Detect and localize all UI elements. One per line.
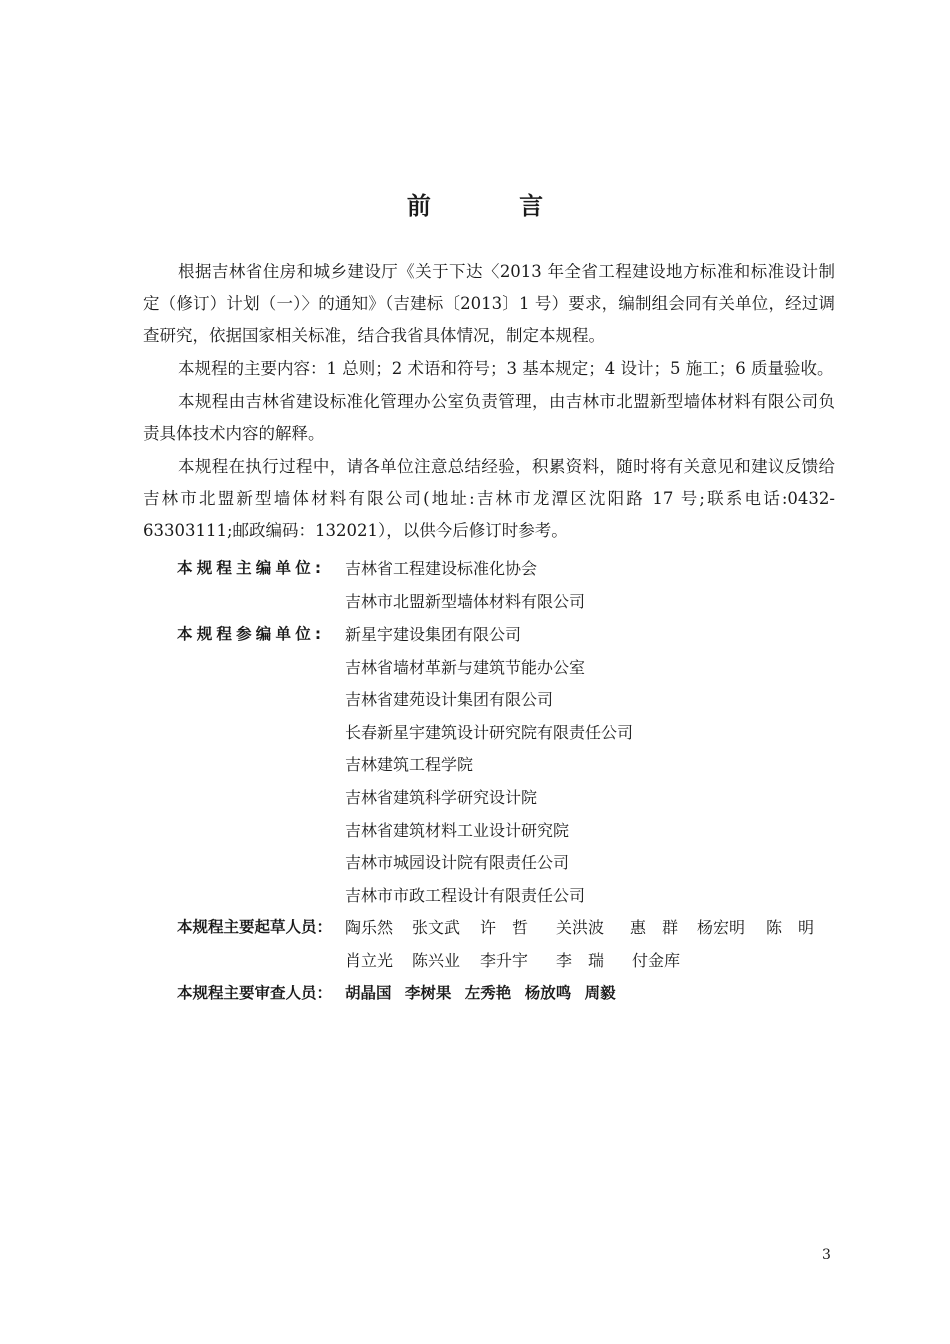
participating-unit: 吉林建筑工程学院 [345,755,474,774]
drafter-name: 杨宏明 [697,918,746,937]
drafter-name: 陈兴业 [412,951,461,970]
participating-units-label: 本规程参编单位: [177,625,326,643]
participating-unit: 吉林省建筑科学研究设计院 [345,788,538,807]
preface-paragraph-basis: 根据吉林省住房和城乡建设厅《关于下达〈2013 年全省工程建设地方标准和标准设计制定（修订）计划（一）〉的通知》（吉建标〔2013〕1 号）要求，编制组会同有关单位，经过调查研究，依据国家相关标准，结合我省具体情况，制定本规程。 [143,262,835,345]
participating-unit: 吉林省墙材革新与建筑节能办公室 [345,658,586,677]
drafter-name: 肖立光 [345,951,394,970]
participating-unit: 吉林省建苑设计集团有限公司 [345,690,554,709]
chief-unit: 吉林省工程建设标准化协会 [345,559,538,578]
drafter-name: 许 哲 [480,918,529,937]
drafter-name: 张文武 [412,918,461,937]
page-title: 前 言 [406,192,584,220]
page-number: 3 [822,1247,831,1263]
participating-unit: 吉林省建筑材料工业设计研究院 [345,821,570,840]
drafter-name: 李升宇 [480,951,529,970]
reviewers-label: 本规程主要审查人员： [177,984,333,1002]
drafters-label: 本规程主要起草人员： [177,918,333,936]
chief-units-label: 本规程主编单位: [177,559,326,577]
reviewer-names: 胡晶国 李树果 左秀艳 杨放鸣 周毅 [345,984,616,1002]
preface-paragraph-management: 本规程由吉林省建设标准化管理办公室负责管理，由吉林市北盟新型墙体材料有限公司负责具体技术内容的解释。 [143,392,835,443]
drafter-name: 陈 明 [766,918,815,937]
preface-paragraph-feedback: 本规程在执行过程中，请各单位注意总结经验，积累资料，随时将有关意见和建议反馈给吉林市北盟新型墙体材料有限公司(地址:吉林市龙潭区沈阳路 17 号;联系电话:0432-63303111;邮政编码：132021），以供今后修订时参考。 [143,457,835,540]
drafter-name: 惠 群 [630,918,679,937]
preface-paragraph-contents: 本规程的主要内容：1 总则；2 术语和符号；3 基本规定；4 设计；5 施工；6 质量验收。 [178,359,834,378]
participating-unit: 长春新星宇建筑设计研究院有限责任公司 [345,723,634,742]
drafter-name: 付金库 [632,951,681,970]
participating-unit: 新星宇建设集团有限公司 [345,625,522,644]
chief-unit: 吉林市北盟新型墙体材料有限公司 [345,592,586,611]
drafter-name: 李 瑞 [556,951,605,970]
participating-unit: 吉林市市政工程设计有限责任公司 [345,886,586,905]
drafter-name: 陶乐然 [345,918,394,937]
drafter-name: 关洪波 [556,918,605,937]
participating-unit: 吉林市城园设计院有限责任公司 [345,853,570,872]
